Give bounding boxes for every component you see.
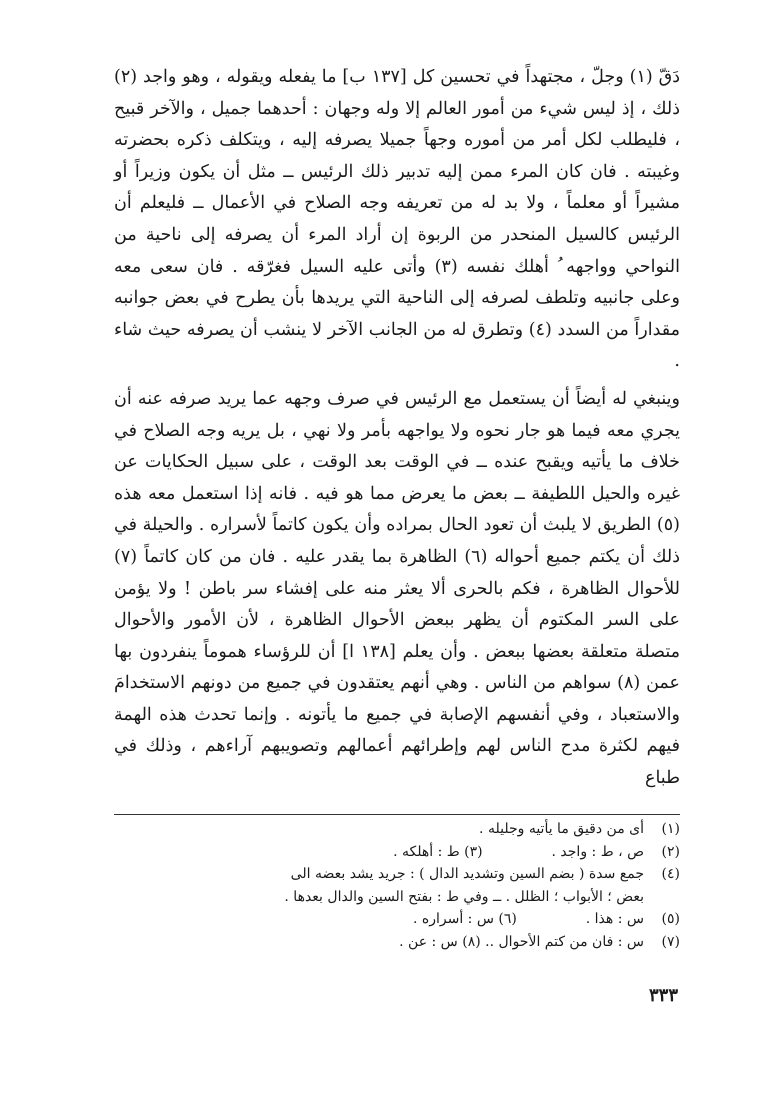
footnote xyxy=(114,931,680,954)
footnote-text-part: ط : أهلكه . xyxy=(393,843,460,860)
footnote-number: (٣) xyxy=(464,843,483,860)
footnote-text-part: س : أسراره . xyxy=(413,911,494,927)
footnote-text xyxy=(114,908,644,931)
footnote-number: (٥) xyxy=(661,911,680,927)
footnote-number: (٢) xyxy=(661,843,680,860)
footnote-number: (٧) xyxy=(661,933,680,950)
footnote-number: (٤) xyxy=(661,866,680,882)
footnote-text-part: س : عن . xyxy=(399,933,458,950)
footnote-text: جمع سدة ( بضم السين وتشديد الدال ) : جريد يشد بعضه الى xyxy=(290,866,644,882)
footnote-number: (٨) xyxy=(462,933,481,950)
footnote-divider xyxy=(114,814,680,815)
footnote-number: (١) xyxy=(661,821,680,837)
page-number: ٣٣٣ xyxy=(648,985,678,1006)
paragraph: دَقّ (١) وجلّ ، مجتهداً في تحسين كل [١٣٧ ب] ما يفعله ويقوله ، وهو واجد (٢) ذلك ، إذ ليس شيء من أمور العالم إلا وله وجهان : أحدهما جميل ، والآخر قبيح ، فليطلب لكل أمر من أموره وجهاً جميلا يصرفه إليه ، ويتكلف ذكره بحضرته وغيبته . فان كان المرء ممن إليه تدبير ذلك الرئيس ــ مثل أن يكون وزيراً أو مشيراً أو معلماً ، ولا بد له من تعريفه وجه الصلاح في الأعمال ــ فليعلم أن الرئيس كالسيل المنحدر من الربوة إن أراد المرء أن يصرفه إلى ناحية من النواحي وواجهه ُ أهلك نفسه (٣) وأتى عليه السيل فغرّقه . فان سعى معه وعلى جانبيه وتلطف لصرفه إلى الناحية التي يريدها بأن يطرح في بعض جوانبه مقداراً من السدد (٤) وتطرق له من الجانب الآخر لا ينشب أن يصرفه حيث شاء . xyxy=(114,67,681,372)
footnote-text-part: س : هذا . xyxy=(585,911,644,927)
footnote-text-part: س : فان من كتم الأحوال .. xyxy=(485,933,644,950)
footnote xyxy=(114,818,680,841)
footnote-continuation: بعض ؛ الأبواب ؛ الظلل . ــ وفي ط : بفتح السين والدال بعدها . xyxy=(284,888,644,905)
footnote-text xyxy=(114,931,644,954)
footnote xyxy=(114,863,680,886)
footnotes xyxy=(114,818,680,953)
footnote xyxy=(114,841,680,864)
footnote xyxy=(114,908,680,931)
footnote-number: (٦) xyxy=(498,911,517,927)
main-text xyxy=(114,62,680,795)
footnote-text xyxy=(114,841,644,864)
paragraph: وينبغي له أيضاً أن يستعمل مع الرئيس في صرف وجهه عما يريد صرفه عنه أن يجري معه فيما هو جار نحوه ولا يواجهه بأمر ولا نهي ، بل يريه وجه الصلاح في خلاف ما يأتيه ويقبح عنده ــ في الوقت بعد الوقت ، على سبيل الحكايات عن غيره والحيل اللطيفة ــ بعض ما يعرض مما هو فيه . فانه إذا استعمل معه هذه (٥) الطريق لا يلبث أن تعود الحال بمراده وأن يكون كاتماً لأسراره . والحيلة في ذلك أن يكتم جميع أحواله (٦) الظاهرة بما يقدر عليه . فان من كان كاتماً (٧) للأحوال الظاهرة ، فكم بالحرى ألا يعثر منه على إفشاء سر باطن ! ولا يؤمن على السر المكتوم أن يظهر ببعض الأحوال الظاهرة ، لأن الأمور والأحوال متصلة متعلقة بعضها ببعض . وأن يعلم [١٣٨ ا] أن للرؤساء هموماً ينفردون بها عمن (٨) سواهم من الناس . وهي أنهم يعتقدون في جميع من دونهم الاستخدامَ والاستعباد ، وفي أنفسهم الإصابة في جميع ما يأتونه . وإنما تحدث هذه الهمة فيهم لكثرة مدح الناس لهم وإطرائهم أعمالهم وتصويبهم آراءهم ، وذلك في طباع xyxy=(114,388,680,789)
footnote-text: أى من دقيق ما يأتيه وجليله . xyxy=(479,821,644,837)
footnote-text-part: ص ، ط : واجد . xyxy=(551,843,644,860)
